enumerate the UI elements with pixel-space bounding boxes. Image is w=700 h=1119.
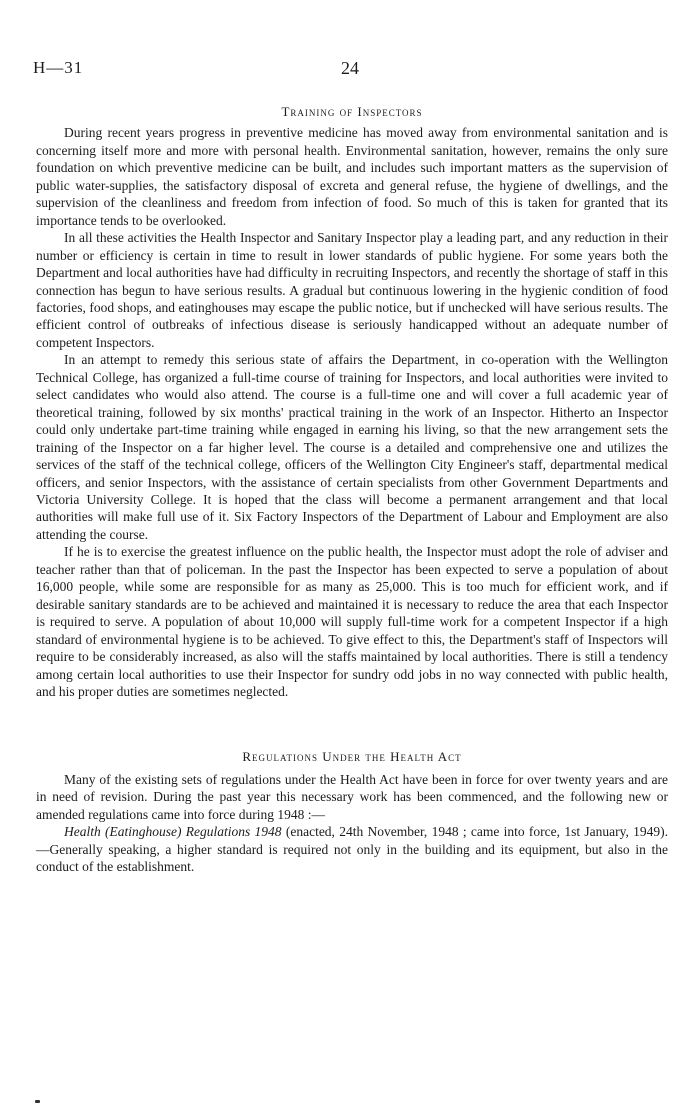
eatinghouse-regulations-paragraph [36,823,668,875]
page-header [33,58,667,80]
training-heading: Training of Inspectors [281,104,423,119]
training-paragraph-1: During recent years progress in preventive medicine has moved away from environmental sanitation and is concerning itself more and more with personal health. Environmental sanitation, however, remains the only sure foundation on which preventive medicine can be built, and includes such important matters as the supervision of public water-supplies, the satisfactory disposal of excreta and general refuse, the hygiene of dwellings, and the supervision of the cleanliness and freedom from infection of food. So much of this is taken for granted that its importance tends to be overlooked. [36,125,668,228]
regulation-title: Health (Eatinghouse) Regulations 1948 [64,824,282,840]
training-paragraph-3: In an attempt to remedy this serious state of affairs the Department, in co-operation with the Wellington Technical College, has organized a full-time course of training for Inspectors, and local authorities were invited to select candidates who would also attend. The course is a full-time one and will cover a full academic year of theoretical training, followed by six months' practical training in the work of an Inspector. Hitherto an Inspector could only undertake part-time training while engaged in earning his living, so that the new arrangement sets the training of the Inspector on a far higher level. The course is a detailed and comprehensive one and utilizes the services of the staff of the technical college, officers of the Wellington City Engineer's staff, departmental medical officers, and senior Inspectors, with the assistance of certain specialists from other Government Departments and Victoria University College. It is hoped that the class will become a permanent arrangement and that local authorities will make full use of it. Six Factory Inspectors of the Department of Labour and Employment are also attending the course. [36,352,668,542]
regulations-heading: Regulations Under the Health Act [242,749,462,765]
page-number: 24 [341,58,359,78]
regulation-text: (enacted, 24th November, 1948 ; came into force, 1st January, 1949).—Generally speaking, a higher standard is required not only in the building and its equipment, but also in the conduct of the establishment. [36,824,668,875]
page-mark [35,1100,40,1103]
body-text [36,103,668,876]
document-code: H—31 [33,58,84,77]
training-section [36,103,668,700]
regulations-intro-paragraph: Many of the existing sets of regulations under the Health Act have been in force for over twenty years and are in need of revision. During the past year this necessary work has been commenced, and the following new or amended regulations came into force during 1948 :— [36,771,668,822]
training-paragraph-2: In all these activities the Health Inspector and Sanitary Inspector play a leading part, and any reduction in their number or efficiency is certain in time to result in lower standards of public hygiene. For some years both the Department and local authorities have had difficulty in recruiting Inspectors, and recently the shortage of staff in this connection has begun to have serious results. A gradual but continuous lowering in the hygienic condition of food factories, food shops, and eatinghouses may escape the public notice, but if unchecked will have serious results. The efficient control of outbreaks of infectious disease is seriously handicapped without an adequate number of competent Inspectors. [36,230,668,350]
regulations-section [36,748,668,875]
training-paragraph-4: If he is to exercise the greatest influence on the public health, the Inspector must adopt the role of adviser and teacher rather than that of policeman. In the past the Inspector has been expected to serve a population of about 16,000 people, while some are responsible for as many as 25,000. This is too much for efficient work, and if desirable sanitary standards are to be achieved and maintained it is necessary to reduce the area that each Inspector is required to serve. A population of about 10,000 will supply full-time work for a competent Inspector if a high standard of environmental hygiene is to be achieved. To give effect to this, the Department's staff of Inspectors will require to be considerably increased, as also will the staffs maintained by local authorities. There is still a tendency among certain local authorities to use their Inspector for sundry odd jobs in no way connected with public health, and his proper duties are sometimes neglected. [36,544,668,699]
